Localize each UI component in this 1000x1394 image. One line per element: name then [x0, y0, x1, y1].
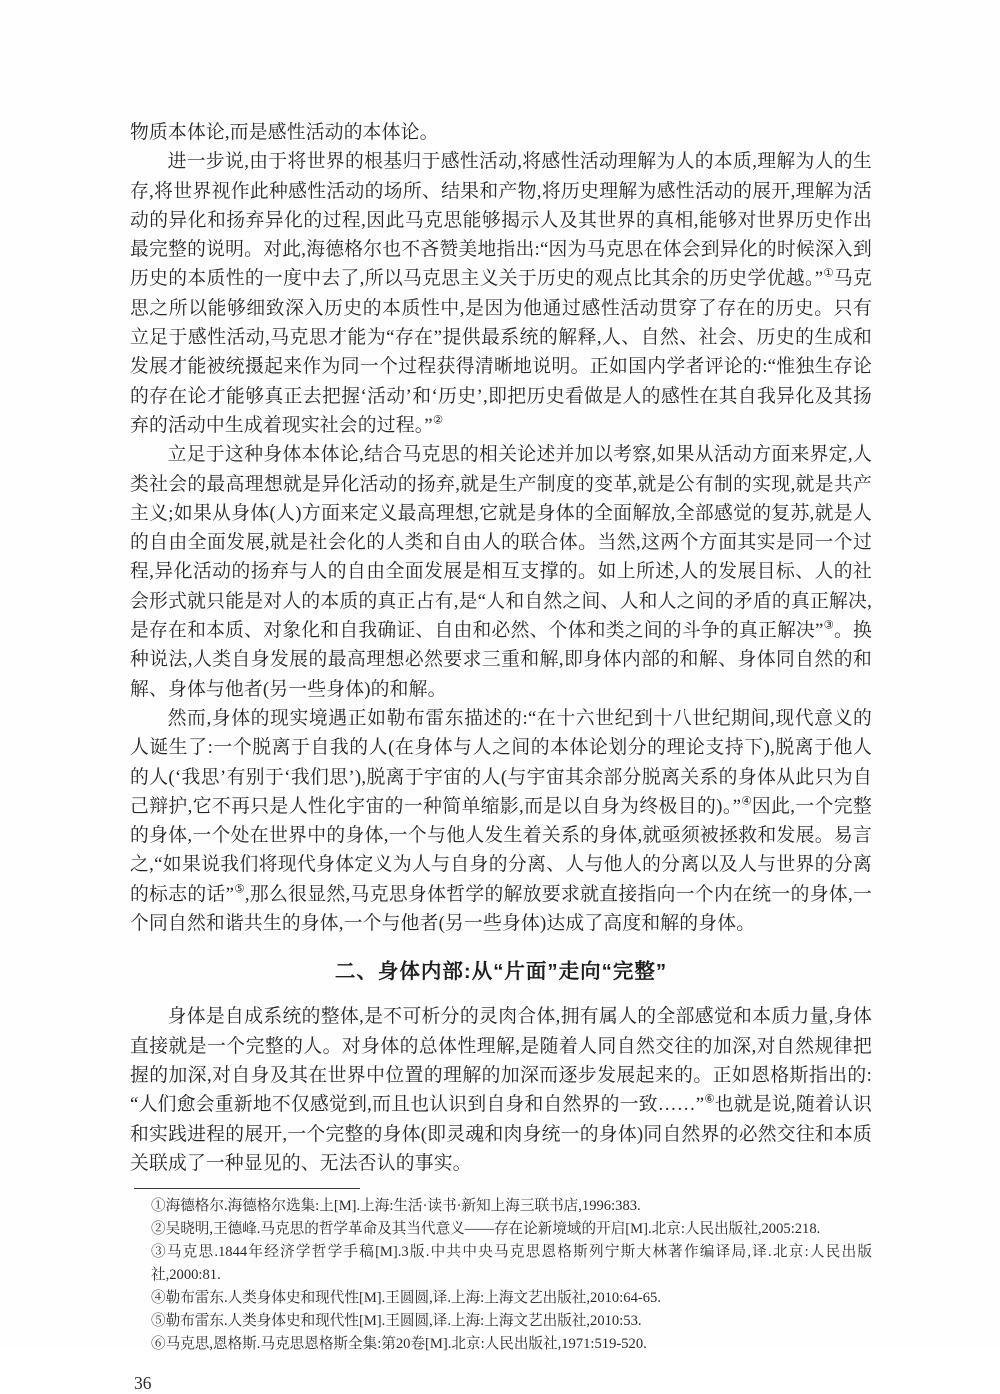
- paragraph: 立足于这种身体本体论,结合马克思的相关论述并加以考察,如果从活动方面来界定,人类社会的最高理想就是异化活动的扬弃,就是生产制度的变革,就是公有制的实现,就是共产主义;如果从身体(人)方面来定义最高理想,它就是身体的全面解放,全部感觉的复苏,就是人的自由全面发展,就是社会化的人类和自由人的联合体。当然,这两个方面其实是同一个过程,异化活动的扬弃与人的自由全面发展是相互支撑的。如上所述,人的发展目标、人的社会形式就只能是对人的本质的真正占有,是“人和自然之间、人和人之间的矛盾的真正解决,是存在和本质、对象化和自我确证、自由和必然、个体和类之间的斗争的真正解决”③。换种说法,人类自身发展的最高理想必然要求三重和解,即身体内部的和解、身体同自然的和解、身体与他者(另一些身体)的和解。: [130, 444, 872, 700]
- footnote-separator: [134, 1188, 360, 1189]
- article-body: [130, 118, 872, 1178]
- footnote-item: ①海德格尔.海德格尔选集:上[M].上海:生活·读书·新知上海三联书店,1996:383.: [151, 1198, 641, 1215]
- footnote-item: ③马克思.1844年经济学哲学手稿[M].3版.中共中央马克思恩格斯列宁斯大林著作编译局,译.北京:人民出版社,2000:81.: [151, 1244, 872, 1284]
- paragraph: 然而,身体的现实境遇正如勒布雷东描述的:“在十六世纪到十八世纪期间,现代意义的人诞生了:一个脱离于自我的人(在身体与人之间的本体论划分的理论支持下),脱离于他人的人(‘我思’有别于‘我们思’),脱离于宇宙的人(与宇宙其余部分脱离关系的身体从此只为自己辩护,它不再只是人性化宇宙的一种简单缩影,而是以自身为终极目的)。”④因此,一个完整的身体,一个处在世界中的身体,一个与他人发生着关系的身体,就亟须被拯救和发展。易言之,“如果说我们将现代身体定义为人与自身的分离、人与他人的分离以及人与世界的分离的标志的话”⑤,那么很显然,马克思身体哲学的解放要求就直接指向一个内在统一的身体,一个同自然和谐共生的身体,一个与他者(另一些身体)达成了高度和解的身体。: [130, 707, 872, 935]
- footnotes-section: [130, 1188, 872, 1356]
- footnote-item: ②吴晓明,王德峰.马克思的哲学革命及其当代意义——存在论新境域的开启[M].北京:人民出版社,2005:218.: [151, 1221, 821, 1238]
- page-number: 36: [134, 1373, 152, 1394]
- paragraph: 进一步说,由于将世界的根基归于感性活动,将感性活动理解为人的本质,理解为人的生存,将世界视作此种感性活动的场所、结果和产物,将历史理解为感性活动的展开,理解为活动的异化和扬弃异化的过程,因此马克思能够揭示人及其世界的真相,能够对世界历史作出最完整的说明。对此,海德格尔也不吝赞美地指出:“因为马克思在体会到异化的时候深入到历史的本质性的一度中去了,所以马克思主义关于历史的观点比其余的历史学优越。”①马克思之所以能够细致深入历史的本质性中,是因为他通过感性活动贯穿了存在的历史。只有立足于感性活动,马克思才能为“存在”提供最系统的解释,人、自然、社会、历史的生成和发展才能被统摄起来作为同一个过程获得清晰地说明。正如国内学者评论的:“惟独生存论的存在论才能够真正去把握‘活动’和‘历史’,即把历史看做是人的感性在其自我异化及其扬弃的活动中生成着现实社会的过程。”②: [130, 151, 872, 436]
- section-heading: 二、身体内部:从“片面”走向“完整”: [334, 960, 668, 984]
- paragraph: 身体是自成系统的整体,是不可析分的灵肉合体,拥有属人的全部感觉和本质力量,身体直接就是一个完整的人。对身体的总体性理解,是随着人同自然交往的加深,对自然规律把握的加深,对自身及其在世界中位置的理解的加深而逐步发展起来的。正如恩格斯指出的:“人们愈会重新地不仅感觉到,而且也认识到自身和自然界的一致……”⑥也就是说,随着认识和实践进程的展开,一个完整的身体(即灵魂和肉身统一的身体)同自然界的必然交往和本质关联成了一种显见的、无法否认的事实。: [130, 1006, 872, 1174]
- footnote-item: ⑥马克思,恩格斯.马克思恩格斯全集:第20卷[M].北京:人民出版社,1971:519-520.: [151, 1336, 647, 1353]
- footnote-item: ④勒布雷东.人类身体史和现代性[M].王圆圆,译.上海:上海文艺出版社,2010:64-65.: [151, 1290, 661, 1307]
- paragraph: 物质本体论,而是感性活动的本体论。: [130, 122, 439, 143]
- footnote-item: ⑤勒布雷东.人类身体史和现代性[M].王圆圆,译.上海:上海文艺出版社,2010:53.: [151, 1313, 642, 1330]
- footnote-list: [130, 1195, 872, 1356]
